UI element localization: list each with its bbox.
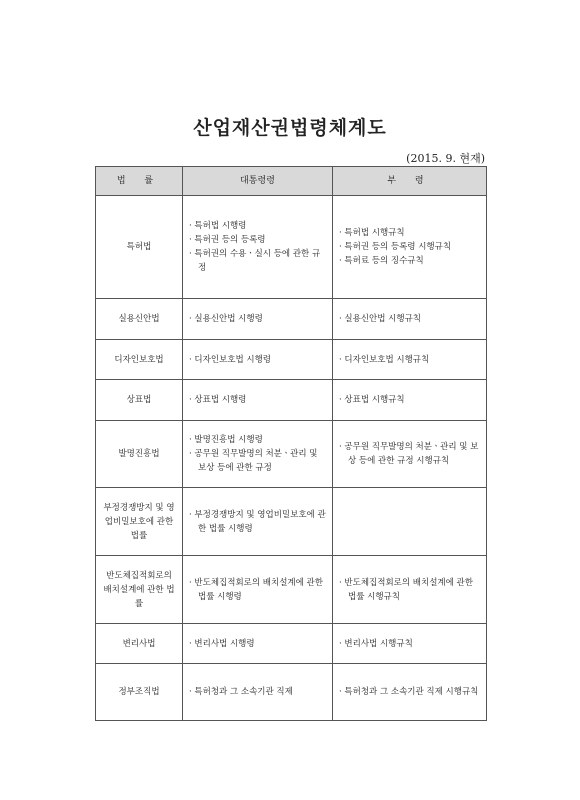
table-row bbox=[96, 488, 487, 556]
law-name: 특허법 bbox=[96, 196, 183, 299]
decree-list bbox=[183, 196, 333, 299]
ordinance-item: · 디자인보호법 시행규칙 bbox=[339, 353, 480, 367]
page-title: 산업재산권법령체계도 bbox=[193, 117, 387, 139]
decree-item: · 특허권 등의 등록령 bbox=[189, 233, 326, 247]
law-name: 실용신안법 bbox=[96, 299, 183, 340]
law-name: 디자인보호법 bbox=[96, 340, 183, 380]
decree-list bbox=[183, 340, 333, 380]
table-row bbox=[96, 340, 487, 380]
decree-item: · 실용신안법 시행령 bbox=[189, 312, 326, 326]
table-row bbox=[96, 421, 487, 488]
header-ministerial-ordinance: 부 령 bbox=[333, 167, 487, 196]
table-row bbox=[96, 196, 487, 299]
ordinance-list bbox=[333, 380, 487, 421]
as-of-date: (2015. 9. 현재) bbox=[406, 152, 485, 165]
decree-list bbox=[183, 299, 333, 340]
table-row bbox=[96, 380, 487, 421]
ordinance-list bbox=[333, 624, 487, 664]
ordinance-item: · 공무원 직무발명의 처분ㆍ관리 및 보상 등에 관한 규정 시행규칙 bbox=[339, 440, 480, 468]
decree-list bbox=[183, 664, 333, 721]
header-presidential-decree: 대통령령 bbox=[183, 167, 333, 196]
ordinance-list bbox=[333, 196, 487, 299]
decree-list bbox=[183, 556, 333, 624]
decree-item: · 디자인보호법 시행령 bbox=[189, 353, 326, 367]
header-law: 법 률 bbox=[96, 167, 183, 196]
decree-item: · 공무원 직무발명의 처분ㆍ관리 및 보상 등에 관한 규정 bbox=[189, 447, 326, 475]
law-name: 정부조직법 bbox=[96, 664, 183, 721]
decree-list bbox=[183, 624, 333, 664]
ordinance-item: · 상표법 시행규칙 bbox=[339, 393, 480, 407]
table-row bbox=[96, 664, 487, 721]
law-name: 발명진흥법 bbox=[96, 421, 183, 488]
decree-item: · 상표법 시행령 bbox=[189, 393, 326, 407]
decree-list bbox=[183, 380, 333, 421]
ordinance-item: · 변리사법 시행규칙 bbox=[339, 637, 480, 651]
table-row bbox=[96, 556, 487, 624]
ordinance-list bbox=[333, 299, 487, 340]
ordinance-list bbox=[333, 340, 487, 380]
decree-item: · 변리사법 시행령 bbox=[189, 637, 326, 651]
ordinance-item: · 특허법 시행규칙 bbox=[339, 226, 480, 240]
table-header-row bbox=[96, 167, 487, 196]
decree-item: · 부정경쟁방지 및 영업비밀보호에 관한 법률 시행령 bbox=[189, 508, 326, 536]
decree-item: · 발명진흥법 시행령 bbox=[189, 433, 326, 447]
ordinance-list bbox=[333, 488, 487, 556]
table-row bbox=[96, 624, 487, 664]
decree-item: · 특허법 시행령 bbox=[189, 219, 326, 233]
decree-list bbox=[183, 421, 333, 488]
law-name: 변리사법 bbox=[96, 624, 183, 664]
law-name: 상표법 bbox=[96, 380, 183, 421]
decree-list bbox=[183, 488, 333, 556]
ordinance-list bbox=[333, 421, 487, 488]
ordinance-item: · 특허료 등의 징수규칙 bbox=[339, 254, 480, 268]
decree-item: · 특허권의 수용ㆍ실시 등에 관한 규정 bbox=[189, 247, 326, 275]
ordinance-item: · 특허청과 그 소속기관 직제 시행규칙 bbox=[339, 685, 480, 699]
ordinance-item: · 반도체집적회로의 배치설계에 관한 법률 시행규칙 bbox=[339, 576, 480, 604]
decree-item: · 특허청과 그 소속기관 직제 bbox=[189, 685, 326, 699]
ordinance-list bbox=[333, 556, 487, 624]
ordinance-item: · 특허권 등의 등록령 시행규칙 bbox=[339, 240, 480, 254]
decree-item: · 반도체집적회로의 배치설계에 관한 법률 시행령 bbox=[189, 576, 326, 604]
law-system-table bbox=[95, 166, 487, 721]
table-row bbox=[96, 299, 487, 340]
law-name: 반도체집적회로의 배치설계에 관한 법률 bbox=[96, 556, 183, 624]
ordinance-list bbox=[333, 664, 487, 721]
ordinance-item: · 실용신안법 시행규칙 bbox=[339, 312, 480, 326]
law-name: 부정경쟁방지 및 영업비밀보호에 관한 법률 bbox=[96, 488, 183, 556]
